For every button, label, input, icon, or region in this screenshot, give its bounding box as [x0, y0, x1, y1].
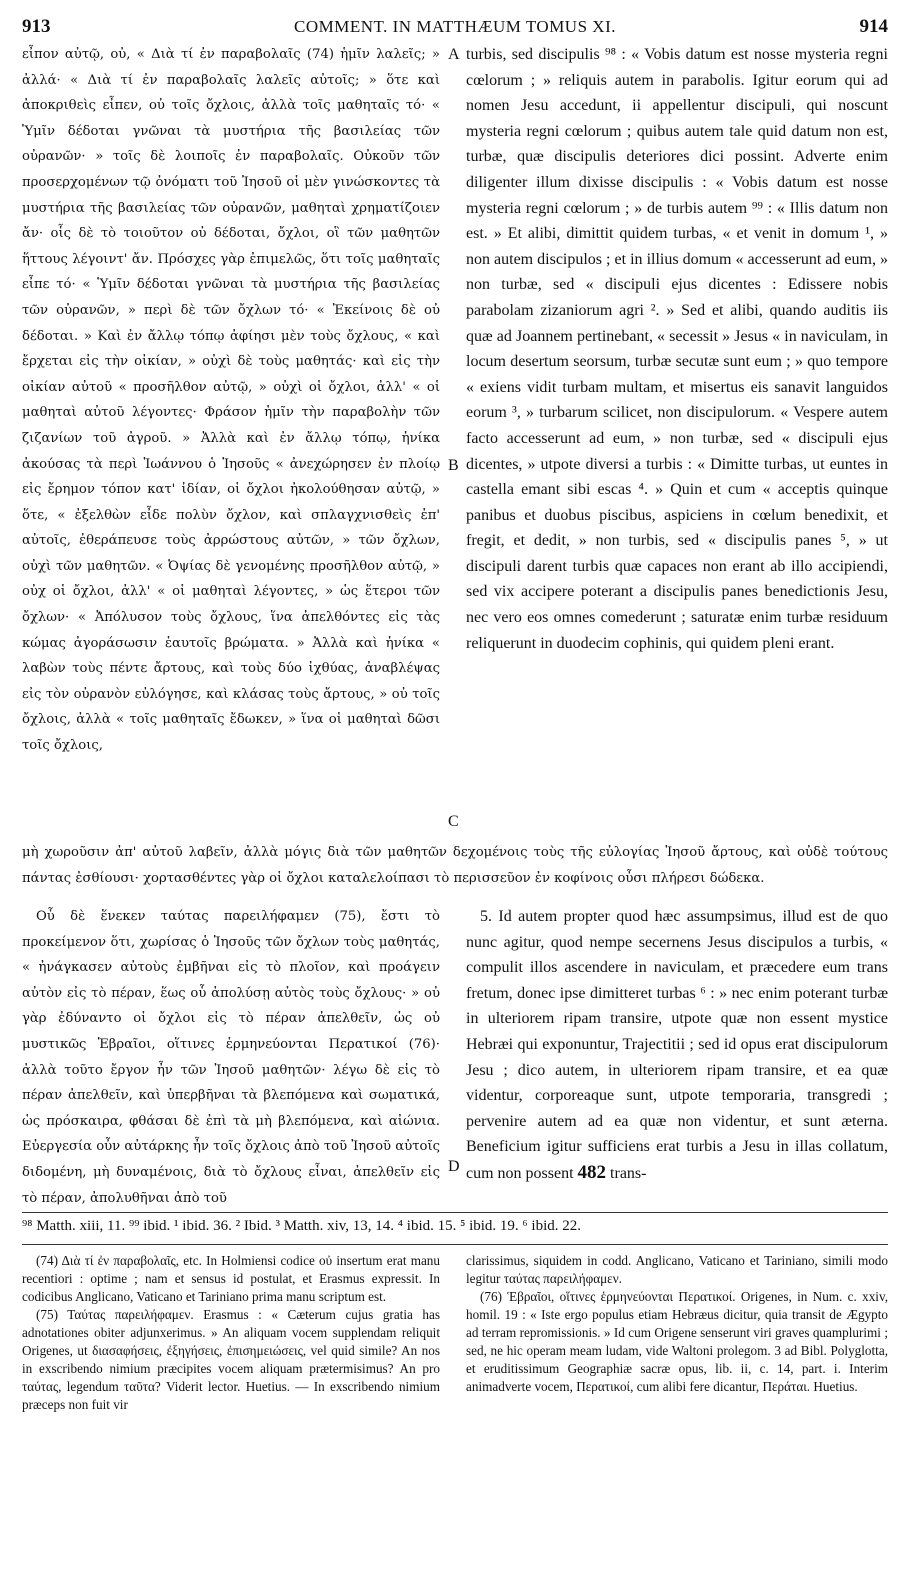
latin-text-2-body: 5. Id autem propter quod hæc assumpsimus, illud est de quo nunc agitur, quod nempe secernens Jesus discipulos a turbis, « compulit illos ascendere in naviculam, et præcedere eum trans fretum, donec ipse dimitteret turbas ⁶ : » nec enim poterant turbæ in ulteriorem ripam transire, utpote quæ non essent mystice Hebræi qui exponuntur, Trajectitii ; sed id opus erat discipulorum Jesu ; dico autem, in ulteriorem ripam transire, et ea quæ videntur, corporeaque sunt, utpote temporaria, transgredi ; pervenire autem ad ea quæ non videntur, et sunt æterna. Beneficium igitur sufficiens erat turbis a Jesu in illas collatum, cum non possent — [466, 908, 888, 1182]
page-number-right: 914 — [859, 16, 888, 37]
page-number-left: 913 — [22, 16, 51, 37]
greek-text-1: εἶπον αὐτῷ, οὐ, « Διὰ τί ἐν παραβολαῖς (74) ἡμῖν λαλεῖς; » ἀλλά· « Διὰ τί ἐν παραβολαῖς λαλεῖς αὐτοῖς; » ὅτε καὶ ἀποκριθεὶς εἶπεν, οὐ τοῖς ὄχλοις, ἀλλὰ τοῖς μαθηταῖς τό· « Ὑμῖν δέδοται γνῶναι τὰ μυστήρια τῆς βασιλείας τῶν οὐρανῶν· » τοῖς δὲ λοιποῖς ἐν παραβολαῖς. Οὐκοῦν τῶν προσερχομένων τῷ ὀνόματι τοῦ Ἰησοῦ οἱ μὲν γινώσκοντες τὰ μυστήρια τῆς βασιλείας τῶν οὐρανῶν, μαθηταὶ χρηματίζοιεν ἄν· οἷς δὲ τὸ τοιοῦτον οὐ δέδοται, ὄχλοι, οἳ τῶν μαθητῶν ἥττους λέγοιντ' ἄν. Πρόσχες γὰρ ἐπιμελῶς, ὅτι τοῖς μαθηταῖς εἶπε τό· « Ὑμῖν δέδοται γνῶναι τὰ μυστήρια τῆς βασιλείας τῶν οὐρανῶν, » περὶ δὲ τῶν ὄχλων τό· « Ἐκείνοις δὲ οὐ δέδοται. » Καὶ ἐν ἄλλῳ τόπῳ ἀφίησι μὲν τοὺς ὄχλους, « καὶ ἔρχεται εἰς τὴν οἰκίαν, » οὐχὶ δὲ τοὺς μαθητάς· καὶ εἰς τὴν οἰκίαν αὐτοῦ « προσῆλθον αὐτῷ, » οὐχὶ οἱ ὄχλοι, ἀλλ' « οἱ μαθηταὶ αὐτοῦ λέγοντες· Φράσον ἡμῖν τὴν παραβολὴν τῶν ζιζανίων τοῦ ἀγροῦ. » Ἀλλὰ καὶ ἐν ἄλλῳ τόπῳ, ἡνίκα ἀκούσας τὰ περὶ Ἰωάννου ὁ Ἰησοῦς « ἀνεχώρησεν ἐν πλοίῳ εἰς ἔρημον τόπον κατ' ἰδίαν, οἱ ὄχλοι ἠκολούθησαν αὐτῷ, » ὅτε, « ἐξελθὼν εἶδε πολὺν ὄχλον, καὶ σπλαγχνισθεὶς ἐπ' αὐτοῖς, ἐθεράπευσε τοὺς ἀρρώστους αὐτῶν, » τῶν ὄχλων, οὐχὶ τῶν μαθητῶν. « Ὀψίας δὲ γενομένης προσῆλθον αὐτῷ, » οὐχ οἱ ὄχλοι, ἀλλ' « οἱ μαθηταὶ λέγοντες, » ὡς ἕτεροι τῶν ὄχλων· « Ἀπόλυσον τοὺς ὄχλους, ἵνα ἀπελθόντες εἰς τὰς κώμας ἀγοράσωσιν ἑαυτοῖς βρώματα. » Ἀλλὰ καὶ ἡνίκα « λαβὼν τοὺς πέντε ἄρτους, καὶ τοὺς δύο ἰχθύας, ἀναβλέψας εἰς τὸν οὐρανὸν εὐλόγησε, καὶ κλάσας τοὺς ἄρτους, » οὐ τοῖς ὄχλοις, ἀλλὰ « τοῖς μαθηταῖς ἔδωκεν, » ἵνα οἱ μαθηταὶ δῶσι τοῖς ὄχλοις, — [22, 47, 440, 754]
running-header — [22, 10, 888, 40]
note-75: (75) Ταύτας παρειλήφαμεν. Erasmus : « Cæterum cujus gratia has adnotationes obiter adjunxerimus. » An aliquam vocem supplendam reliquit Origenes, ut διασαφήσεις, ἐξηγήσεις, ἐπισημειώσεις, vel quid simile? An nos in exscribendo nimium præcipites vocem aliquam prætermisimus? An pro ταύτας, legendum ταῦτα? Viderit lector. Huetius. — In exscribendo nimium præceps non fuit vir — [22, 1307, 440, 1412]
note-76: (76) Ἑβραῖοι, οἵτινες ἑρμηνεύονται Περατικοί. Origenes, in Num. c. xxiv, homil. 19 : « Iste ergo populus etiam Hebræus dicitur, quia transit de Ægypto ad terram repromissionis. » Id cum Origene senserunt viri graves quamplurimi ; sed, ne hic operam meam ludam, vide Waltoni prolegom. 3 ad Bibl. Polyglotta, et eruditissimum Geographiæ sacræ opus, lib. ii, c. 14, part. i. Interim animadverte vocem, Περατικοί, cum alibi fere dicantur, Περάται. Huetius. — [466, 1289, 888, 1394]
note-75-continued: clarissimus, siquidem in codd. Anglicano, Vaticano et Tariniano, simili modo legitur ταύτας παρειλήφαμεν. — [466, 1253, 888, 1286]
note-74: (74) Διὰ τί ἐν παραβολαῖς, etc. In Holmiensi codice οὐ insertum erat manu recentiori : optime ; nam et sensus id postulat, et Erasmus expressit. In codicibus Anglicano, Vaticano et Tariniano prima manu scriptum est. — [22, 1253, 440, 1304]
divider — [22, 1212, 888, 1213]
running-title: COMMENT. IN MATTHÆUM TOMUS XI. — [294, 17, 616, 36]
notes-left-column — [22, 1252, 440, 1414]
greek-text-full: μὴ χωροῦσιν ἀπ' αὐτοῦ λαβεῖν, ἀλλὰ μόγις διὰ τῶν μαθητῶν δεχομένοις τοὺς τῆς εὐλογίας Ἰησοῦ ἄρτους, καὶ οὐδὲ τούτους πάντας ἐσθίουσι· χορτασθέντες γὰρ οἱ ὄχλοι καταλελοίπασι τὸ περισσεῦον ἐν κοφίνοις οὖσι πλήρεσι δώδεκα. — [22, 845, 888, 886]
column-number: 482 — [577, 1161, 607, 1183]
latin-column-section-1 — [466, 42, 888, 656]
margin-letter-c: C — [448, 813, 459, 830]
notes-right-column — [466, 1252, 888, 1396]
latin-column-section-2 — [466, 904, 888, 1187]
greek-column-section-2 — [22, 904, 440, 1211]
latin-text-2-end: trans- — [610, 1164, 647, 1182]
margin-letter-b: B — [448, 457, 459, 474]
greek-text-2: Οὗ δὲ ἕνεκεν ταύτας παρειλήφαμεν (75), ἔστι τὸ προκείμενον ὅτι, χωρίσας ὁ Ἰησοῦς τῶν ὄχλων τοὺς μαθητάς, « ἠνάγκασεν αὐτοὺς ἐμβῆναι εἰς τὸ πλοῖον, καὶ προάγειν αὐτὸν εἰς τὸ πέραν, ἕως οὗ ἀπολύσῃ αὐτὸς τοὺς ὄχλους· » οὐ γὰρ ἐδύναντο οἱ ὄχλοι εἰς τὸ πέραν ἀπελθεῖν, ὡς οὐ μυστικῶς Ἑβραῖοι, οἵτινες ἑρμηνεύονται Περατικοί (76)· ἀλλὰ τοῦτο ἔργον ἦν τῶν Ἰησοῦ μαθητῶν· λέγω δὲ εἰς τὸ πέραν ἀπελθεῖν, καὶ ὑπερβῆναι τὰ βλεπόμενα καὶ σωματικά, ὡς πρόσκαιρα, φθάσαι δὲ ἐπὶ τὰ μὴ βλεπόμενα, καὶ αἰώνια. Εὐεργεσία οὖν αὐτάρκης ἦν τοῖς ὄχλοις ἀπὸ τοῦ Ἰησοῦ αὐτοῖς διδομένη, μὴ δυναμένοις, διὰ τὸ ὄχλους εἶναι, ἀπελθεῖν εἰς τὸ πέραν, ἀπολυθῆναι ἀπὸ τοῦ — [22, 909, 440, 1206]
divider — [22, 1244, 888, 1245]
latin-text-1: turbis, sed discipulis ⁹⁸ : « Vobis datum est nosse mysteria regni cœlorum ; » reliquis autem in parabolis. Igitur eorum qui ad nomen Jesu accedunt, ii appellentur discipuli, qui noscunt mysteria regni cœlorum ; quibus autem tale quid datum non est, turbæ, quæ discipulis deteriores dici possint. Adverte enim diligenter illum dixisse discipulis : « Vobis datum est nosse mysteria regni cœlorum ; » de turbis autem ⁹⁹ : « Illis datum non est. » Et alibi, dimittit quidem turbas, « et venit in domum ¹, » non autem discipulos ; et in illius domum « accesserunt ad eum, » non turbæ, sed « discipuli ejus dicentes : Edissere nobis parabolam zizaniorum agri ². » Sed et alibi, quando auditis iis quæ ad Joannem pertinebant, « secessit » Jesus « in naviculam, in locum desertum seorsum, turbæ secutæ sunt eum ; » quo tempore « exiens vidit turbam multam, et misertus eis sanavit languidos eorum ³, » turbarum scilicet, non discipulorum. « Vespere autem facto accesserunt ad eum, » non turbæ, sed « discipuli ejus dicentes, » utpote diversi a turbis : « Dimitte turbas, ut euntes in castella emant sibi escas ⁴. » Quin et cum « acceptis quinque panibus et duobus piscibus, aspiciens in cœlum benedixit, et fregit, et dedit, » non turbis, sed « discipulis panes ⁵, » ut discipuli darent turbis quæ capaces non erant ab illo accipiendi, sed vix accipere poterant a discipulis panes benedictionis Jesu, nec vero eos omnes comederunt ; saturatæ enim turbæ residuum reliquerunt in duodecim cophinis, qui quidem pleni erant. — [466, 46, 888, 652]
footnote-references: ⁹⁸ Matth. xiii, 11. ⁹⁹ ibid. ¹ ibid. 36. ² Ibid. ³ Matth. xiv, 13, 14. ⁴ ibid. 15. ⁵ ibid. 19. ⁶ ibid. 22. — [22, 1218, 581, 1234]
greek-full-width-line — [22, 840, 888, 891]
page — [22, 10, 888, 1412]
latin-text-2 — [466, 904, 888, 1187]
margin-letter-a: A — [448, 46, 460, 63]
margin-letter-d: D — [448, 1158, 460, 1175]
greek-column-section-1 — [22, 42, 440, 759]
